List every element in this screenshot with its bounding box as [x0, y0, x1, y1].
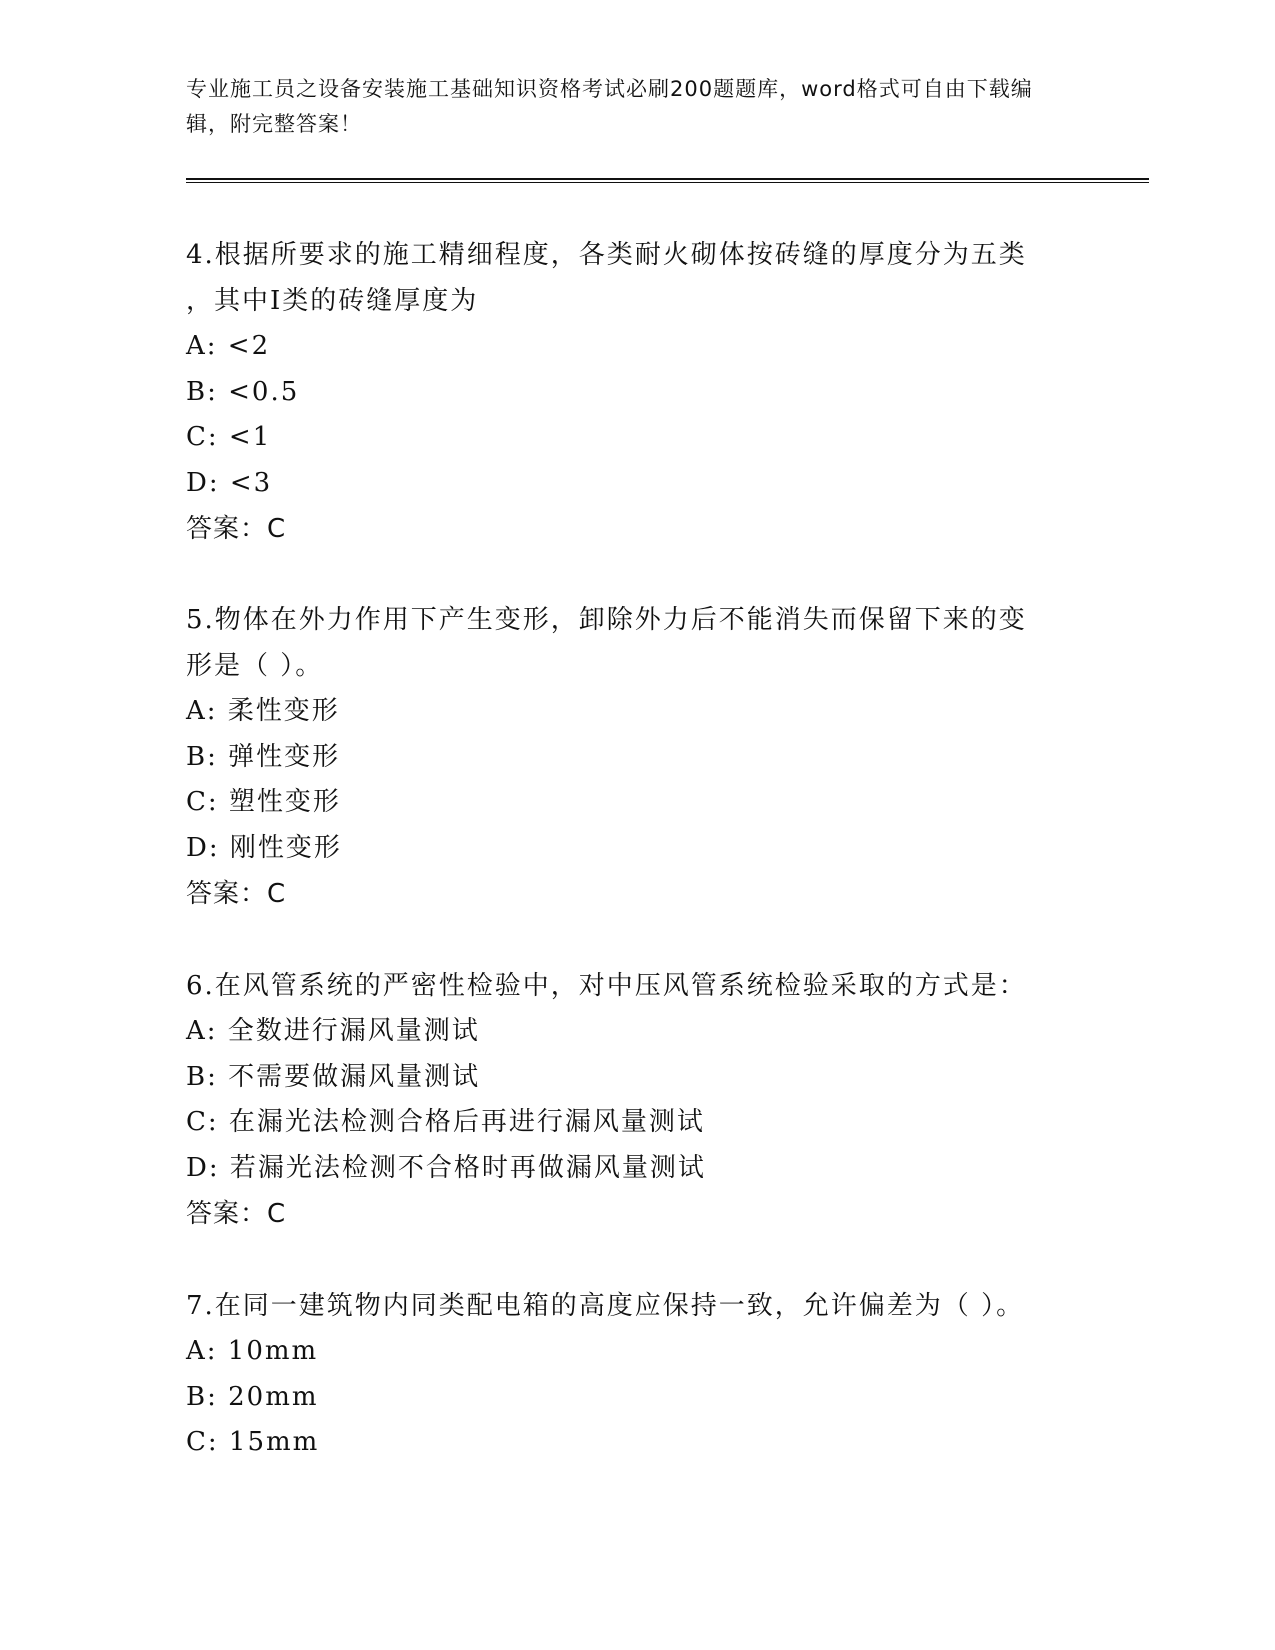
question-stem-line: ，其中Ⅰ类的砖缝厚度为 — [186, 286, 479, 316]
question-stem-line: 6.在风管系统的严密性检验中，对中压风管系统检验采取的方式是： — [186, 971, 1027, 1001]
question-stem-line: 形是（ ）。 — [186, 651, 324, 681]
option-a: A: 10mm — [186, 1336, 319, 1366]
option-b: B: 不需要做漏风量测试 — [186, 1061, 481, 1092]
option-d: D: 刚性变形 — [186, 832, 342, 863]
question-4 — [186, 232, 1066, 552]
question-stem-line: 7.在同一建筑物内同类配电箱的高度应保持一致，允许偏差为（ ）。 — [186, 1291, 1025, 1321]
option-b: B: 20mm — [186, 1381, 319, 1412]
header-divider-thin — [186, 182, 1149, 183]
header-divider-thick — [186, 178, 1149, 180]
question-stem-line: 5.物体在外力作用下产生变形，卸除外力后不能消失而保留下来的变 — [186, 605, 1027, 635]
option-b: B: 弹性变形 — [186, 741, 341, 772]
option-c: C: 塑性变形 — [186, 787, 341, 817]
option-a: A: 全数进行漏风量测试 — [186, 1016, 480, 1046]
option-c: C: <1 — [186, 422, 272, 452]
option-a: A: <2 — [186, 331, 271, 361]
question-5 — [186, 597, 1066, 917]
document-title: 专业施工员之设备安装施工基础知识资格考试必刷200题题库，word格式可自由下载编辑，附完整答案！ — [186, 77, 1033, 136]
option-c: C: 在漏光法检测合格后再进行漏风量测试 — [186, 1107, 705, 1137]
question-7 — [186, 1283, 1066, 1466]
document-header — [186, 72, 1066, 142]
option-a: A: 柔性变形 — [186, 696, 340, 726]
answer: 答案：C — [186, 514, 287, 544]
question-stem-line: 4.根据所要求的施工精细程度，各类耐火砌体按砖缝的厚度分为五类 — [186, 240, 1027, 270]
question-6 — [186, 963, 1066, 1237]
option-b: B: <0.5 — [186, 376, 300, 407]
option-d: D: <3 — [186, 467, 273, 498]
answer: 答案：C — [186, 879, 287, 909]
answer: 答案：C — [186, 1199, 287, 1229]
option-c: C: 15mm — [186, 1427, 320, 1457]
option-d: D: 若漏光法检测不合格时再做漏风量测试 — [186, 1152, 706, 1183]
